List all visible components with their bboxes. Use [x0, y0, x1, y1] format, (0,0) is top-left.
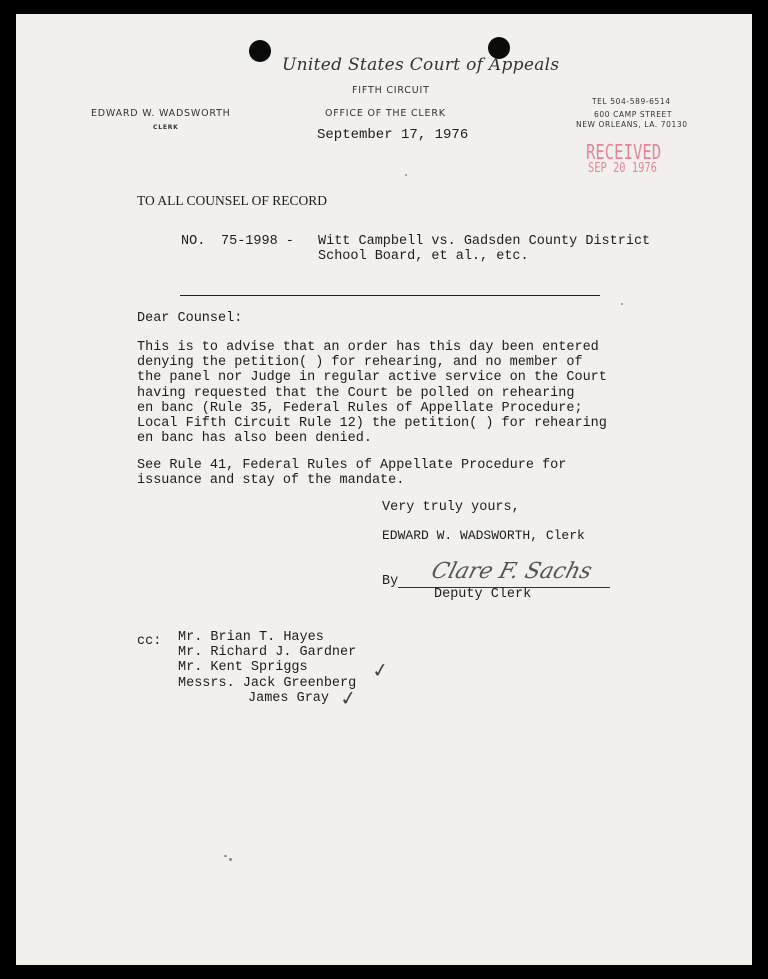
body-line: en banc has also been denied. [137, 431, 372, 447]
cc-recipient: Mr. Richard J. Gardner [178, 645, 357, 661]
body-paragraph-2 [137, 458, 566, 488]
body-line: This is to advise that an order has this day been entered [137, 340, 599, 355]
handwritten-signature: Clare F. Sachs [428, 559, 595, 584]
paper-speck [229, 858, 232, 861]
body-line: Local Fifth Circuit Rule 12) the petition( ) for rehearing [137, 416, 607, 432]
body-line: the panel nor Judge in regular active service on the Court [137, 370, 607, 386]
addressee: TO ALL COUNSEL OF RECORD [137, 193, 328, 208]
cc-recipient: Messrs. Jack Greenberg [178, 675, 357, 691]
received-stamp-date: SEP 20 1976 [588, 161, 657, 176]
office-name: OFFICE OF THE CLERK [325, 108, 446, 119]
case-number-label: NO. [181, 234, 206, 249]
body-line: having requested that the Court be polled on rehearing [137, 385, 575, 401]
body-line: issuance and stay of the mandate. [137, 473, 405, 489]
punch-hole-left [249, 40, 271, 62]
clerk-title-header: CLERK [153, 124, 179, 131]
telephone: TEL 504-589-6514 [592, 97, 671, 106]
body-paragraph-1 [137, 340, 607, 446]
case-title-line1: Witt Campbell vs. Gadsden County District [318, 234, 651, 249]
cc-label: cc: [137, 634, 162, 649]
cc-recipient: Mr. Kent Spriggs [178, 660, 308, 676]
cc-list [178, 630, 356, 706]
checkmark-icon: ✓ [338, 684, 359, 712]
body-line: denying the petition( ) for rehearing, and no member of [137, 355, 583, 371]
body-line: en banc (Rule 35, Federal Rules of Appellate Procedure; [137, 400, 583, 416]
paper-speck [224, 855, 227, 857]
court-name: United States Court of Appeals [282, 55, 560, 75]
case-number: 75-1998 - [221, 234, 294, 249]
body-line: See Rule 41, Federal Rules of Appellate Procedure for [137, 458, 567, 473]
valediction: Very truly yours, [382, 500, 520, 515]
case-title-line2: School Board, et al., etc. [318, 249, 529, 264]
separator-line [180, 295, 600, 296]
cc-recipient: Mr. Brian T. Hayes [178, 630, 324, 645]
signer-title: Deputy Clerk [434, 587, 532, 602]
paper-speck [405, 174, 407, 176]
paper-speck [621, 303, 623, 305]
signatory: EDWARD W. WADSWORTH, Clerk [382, 528, 585, 543]
city-address: NEW ORLEANS, LA. 70130 [576, 120, 688, 129]
by-label: By [382, 574, 399, 589]
cc-recipient: James Gray [248, 690, 330, 706]
salutation: Dear Counsel: [137, 311, 243, 326]
letter-date: September 17, 1976 [317, 127, 469, 143]
circuit-name: FIFTH CIRCUIT [352, 85, 430, 96]
street-address: 600 CAMP STREET [594, 110, 673, 119]
checkmark-icon: ✓ [370, 656, 391, 684]
received-stamp: RECEIVED [586, 140, 662, 164]
clerk-name-header: EDWARD W. WADSWORTH [91, 108, 231, 119]
